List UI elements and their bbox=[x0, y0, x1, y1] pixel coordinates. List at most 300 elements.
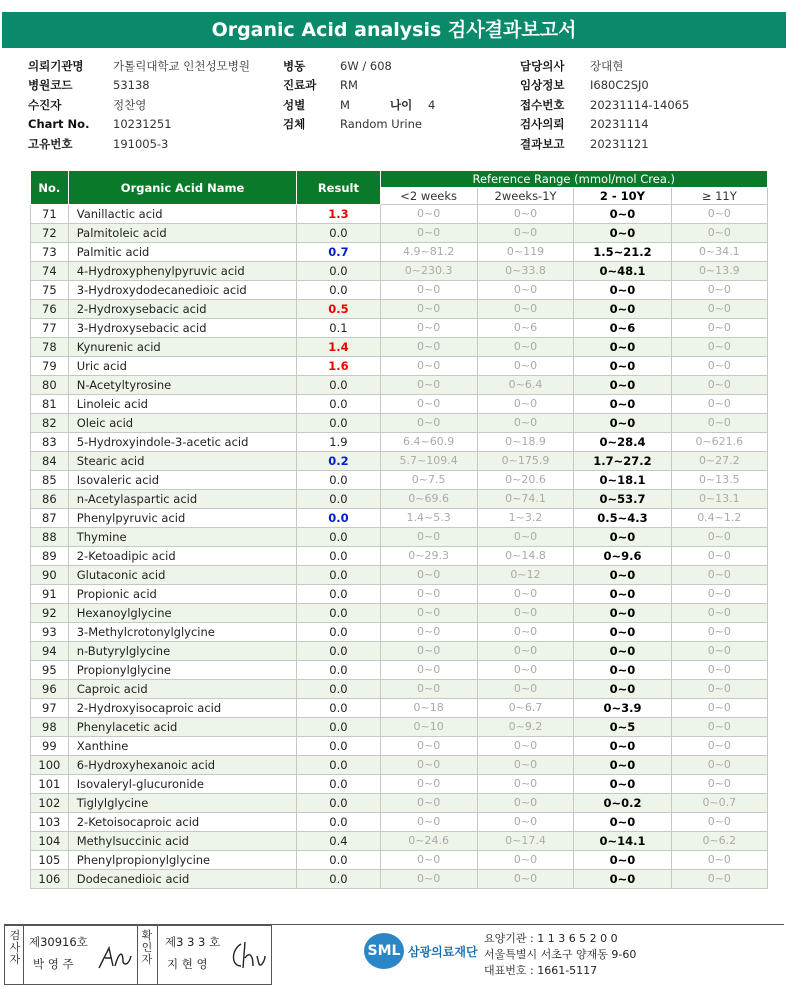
range-under-2-weeks: 0~0 bbox=[380, 395, 477, 414]
range-2-10y: 0~48.1 bbox=[574, 262, 671, 281]
range-2weeks-1y: 0~6.7 bbox=[477, 699, 574, 718]
row-number: 76 bbox=[31, 300, 69, 319]
range-11y-plus: 0~0 bbox=[671, 851, 767, 870]
label-chart-no: Chart No. bbox=[28, 117, 90, 132]
row-number: 106 bbox=[31, 870, 69, 889]
range-11y-plus: 0~0 bbox=[671, 642, 767, 661]
table-row bbox=[31, 300, 768, 319]
range-11y-plus: 0~6.2 bbox=[671, 832, 767, 851]
row-number: 96 bbox=[31, 680, 69, 699]
range-under-2-weeks: 0~0 bbox=[380, 205, 477, 224]
range-2-10y: 0~0 bbox=[574, 870, 671, 889]
label-department: 진료과 bbox=[283, 78, 317, 93]
range-2-10y: 0~0 bbox=[574, 338, 671, 357]
range-2-10y: 0~9.6 bbox=[574, 547, 671, 566]
row-number: 92 bbox=[31, 604, 69, 623]
range-under-2-weeks: 6.4~60.9 bbox=[380, 433, 477, 452]
range-under-2-weeks: 0~0 bbox=[380, 604, 477, 623]
table-row bbox=[31, 547, 768, 566]
range-11y-plus: 0~0 bbox=[671, 319, 767, 338]
table-row bbox=[31, 452, 768, 471]
row-number: 82 bbox=[31, 414, 69, 433]
acid-name: Thymine bbox=[68, 528, 297, 547]
table-row bbox=[31, 528, 768, 547]
acid-name: 3-Methylcrotonylglycine bbox=[68, 623, 297, 642]
range-11y-plus: 0~0 bbox=[671, 414, 767, 433]
result-value: 0.0 bbox=[297, 471, 380, 490]
row-number: 93 bbox=[31, 623, 69, 642]
row-number: 84 bbox=[31, 452, 69, 471]
range-under-2-weeks: 0~0 bbox=[380, 623, 477, 642]
range-2weeks-1y: 0~6.4 bbox=[477, 376, 574, 395]
info-row-3 bbox=[28, 95, 768, 115]
range-11y-plus: 0.4~1.2 bbox=[671, 509, 767, 528]
acid-name: Stearic acid bbox=[68, 452, 297, 471]
value-unique-no: 191005-3 bbox=[113, 136, 169, 151]
range-11y-plus: 0~0 bbox=[671, 756, 767, 775]
table-row bbox=[31, 376, 768, 395]
range-2-10y: 0~0 bbox=[574, 414, 671, 433]
table-row bbox=[31, 338, 768, 357]
range-under-2-weeks: 0~0 bbox=[380, 794, 477, 813]
acid-name: 2-Hydroxysebacic acid bbox=[68, 300, 297, 319]
range-11y-plus: 0~0 bbox=[671, 870, 767, 889]
confirmer-signature bbox=[227, 940, 267, 972]
range-under-2-weeks: 0~0 bbox=[380, 813, 477, 832]
range-2weeks-1y: 0~119 bbox=[477, 243, 574, 262]
value-requesting-institution: 가톨릭대학교 인천성모병원 bbox=[113, 58, 250, 73]
acid-name: Palmitic acid bbox=[68, 243, 297, 262]
range-11y-plus: 0~0 bbox=[671, 604, 767, 623]
signature-box bbox=[4, 925, 272, 985]
range-under-2-weeks: 0~0 bbox=[380, 414, 477, 433]
range-11y-plus: 0~0 bbox=[671, 357, 767, 376]
header-range-2-10y: 2 - 10Y bbox=[574, 188, 671, 205]
range-under-2-weeks: 0~0 bbox=[380, 775, 477, 794]
result-value: 0.1 bbox=[297, 319, 380, 338]
range-11y-plus: 0~0 bbox=[671, 395, 767, 414]
range-under-2-weeks: 0~0 bbox=[380, 661, 477, 680]
header-reference-range: Reference Range (mmol/mol Crea.) bbox=[380, 171, 768, 188]
range-2-10y: 1.7~27.2 bbox=[574, 452, 671, 471]
range-11y-plus: 0~0 bbox=[671, 775, 767, 794]
value-age: 4 bbox=[428, 97, 436, 112]
organization-name: 삼광의료재단 bbox=[408, 944, 478, 959]
table-row bbox=[31, 224, 768, 243]
range-11y-plus: 0~13.1 bbox=[671, 490, 767, 509]
row-number: 79 bbox=[31, 357, 69, 376]
table-row bbox=[31, 813, 768, 832]
result-value: 0.2 bbox=[297, 452, 380, 471]
table-row bbox=[31, 851, 768, 870]
value-doctor: 장대현 bbox=[590, 58, 624, 73]
acid-name: Propionic acid bbox=[68, 585, 297, 604]
acid-name: Caproic acid bbox=[68, 680, 297, 699]
range-2weeks-1y: 0~0 bbox=[477, 357, 574, 376]
row-number: 91 bbox=[31, 585, 69, 604]
range-2weeks-1y: 0~0 bbox=[477, 300, 574, 319]
range-11y-plus: 0~0 bbox=[671, 813, 767, 832]
row-number: 75 bbox=[31, 281, 69, 300]
table-row bbox=[31, 509, 768, 528]
label-unique-no: 고유번호 bbox=[28, 136, 73, 151]
range-2weeks-1y: 0~0 bbox=[477, 281, 574, 300]
footer bbox=[4, 924, 784, 987]
results-table bbox=[30, 170, 768, 889]
acid-name: Isovaleric acid bbox=[68, 471, 297, 490]
acid-name: n-Butyrylglycine bbox=[68, 642, 297, 661]
range-2-10y: 0~0 bbox=[574, 851, 671, 870]
table-row bbox=[31, 699, 768, 718]
info-row-1 bbox=[28, 56, 768, 76]
range-11y-plus: 0~13.9 bbox=[671, 262, 767, 281]
result-value: 0.0 bbox=[297, 699, 380, 718]
examiner-license: 제30916호 bbox=[29, 935, 88, 949]
result-value: 0.0 bbox=[297, 528, 380, 547]
range-2weeks-1y: 0~14.8 bbox=[477, 547, 574, 566]
range-under-2-weeks: 0~0 bbox=[380, 224, 477, 243]
result-value: 0.0 bbox=[297, 604, 380, 623]
result-value: 1.3 bbox=[297, 205, 380, 224]
value-clinical-info: I680C2SJ0 bbox=[590, 78, 649, 93]
range-under-2-weeks: 0~0 bbox=[380, 528, 477, 547]
value-receipt-no: 20231114-14065 bbox=[590, 97, 690, 112]
result-value: 1.9 bbox=[297, 433, 380, 452]
label-age: 나이 bbox=[390, 97, 413, 112]
range-2-10y: 0~0 bbox=[574, 224, 671, 243]
row-number: 83 bbox=[31, 433, 69, 452]
label-request-date: 검사의뢰 bbox=[520, 117, 565, 132]
table-row bbox=[31, 566, 768, 585]
range-11y-plus: 0~0 bbox=[671, 623, 767, 642]
confirmer-label: 확인자 bbox=[141, 929, 153, 966]
range-under-2-weeks: 0~0 bbox=[380, 756, 477, 775]
acid-name: Methylsuccinic acid bbox=[68, 832, 297, 851]
table-row bbox=[31, 319, 768, 338]
range-2weeks-1y: 0~20.6 bbox=[477, 471, 574, 490]
result-value: 0.0 bbox=[297, 490, 380, 509]
range-2-10y: 0~53.7 bbox=[574, 490, 671, 509]
range-2-10y: 0~0 bbox=[574, 604, 671, 623]
range-11y-plus: 0~0 bbox=[671, 205, 767, 224]
range-2-10y: 0~0 bbox=[574, 395, 671, 414]
acid-name: n-Acetylaspartic acid bbox=[68, 490, 297, 509]
value-sex: M bbox=[340, 97, 350, 112]
result-value: 0.0 bbox=[297, 566, 380, 585]
range-2-10y: 0~0 bbox=[574, 281, 671, 300]
range-11y-plus: 0~0 bbox=[671, 547, 767, 566]
row-number: 100 bbox=[31, 756, 69, 775]
range-under-2-weeks: 0~0 bbox=[380, 281, 477, 300]
acid-name: Tiglylglycine bbox=[68, 794, 297, 813]
range-11y-plus: 0~621.6 bbox=[671, 433, 767, 452]
examiner-name: 박 영 주 bbox=[33, 957, 74, 971]
result-value: 0.0 bbox=[297, 661, 380, 680]
acid-name: N-Acetyltyrosine bbox=[68, 376, 297, 395]
result-value: 0.7 bbox=[297, 243, 380, 262]
examiner-label: 검사자 bbox=[9, 929, 21, 966]
acid-name: 2-Hydroxyisocaproic acid bbox=[68, 699, 297, 718]
row-number: 80 bbox=[31, 376, 69, 395]
range-2-10y: 0~18.1 bbox=[574, 471, 671, 490]
range-2-10y: 0~0 bbox=[574, 661, 671, 680]
range-2weeks-1y: 0~0 bbox=[477, 756, 574, 775]
range-2weeks-1y: 0~0 bbox=[477, 737, 574, 756]
sml-logo bbox=[364, 933, 478, 969]
table-row bbox=[31, 414, 768, 433]
row-number: 103 bbox=[31, 813, 69, 832]
label-requesting-institution: 의뢰기관명 bbox=[28, 58, 84, 73]
value-request-date: 20231114 bbox=[590, 117, 649, 132]
acid-name: Oleic acid bbox=[68, 414, 297, 433]
row-number: 94 bbox=[31, 642, 69, 661]
range-2weeks-1y: 0~0 bbox=[477, 205, 574, 224]
header-range-11y-plus: ≥ 11Y bbox=[671, 188, 767, 205]
range-under-2-weeks: 0~0 bbox=[380, 680, 477, 699]
row-number: 87 bbox=[31, 509, 69, 528]
row-number: 90 bbox=[31, 566, 69, 585]
acid-name: 5-Hydroxyindole-3-acetic acid bbox=[68, 433, 297, 452]
row-number: 105 bbox=[31, 851, 69, 870]
acid-name: Phenylacetic acid bbox=[68, 718, 297, 737]
range-2weeks-1y: 0~0 bbox=[477, 851, 574, 870]
result-value: 0.0 bbox=[297, 376, 380, 395]
range-2-10y: 0~0 bbox=[574, 623, 671, 642]
examiner-signature bbox=[97, 944, 133, 972]
result-value: 0.0 bbox=[297, 585, 380, 604]
range-2weeks-1y: 0~0 bbox=[477, 224, 574, 243]
info-row-4 bbox=[28, 115, 768, 135]
range-under-2-weeks: 0~24.6 bbox=[380, 832, 477, 851]
range-under-2-weeks: 0~29.3 bbox=[380, 547, 477, 566]
value-specimen: Random Urine bbox=[340, 117, 422, 132]
result-value: 0.0 bbox=[297, 414, 380, 433]
acid-name: Xanthine bbox=[68, 737, 297, 756]
acid-name: Uric acid bbox=[68, 357, 297, 376]
acid-name: 6-Hydroxyhexanoic acid bbox=[68, 756, 297, 775]
range-2-10y: 0~0 bbox=[574, 357, 671, 376]
range-under-2-weeks: 0~0 bbox=[380, 737, 477, 756]
table-row bbox=[31, 623, 768, 642]
header-name: Organic Acid Name bbox=[68, 171, 297, 205]
table-row bbox=[31, 737, 768, 756]
table-row bbox=[31, 756, 768, 775]
range-under-2-weeks: 0~7.5 bbox=[380, 471, 477, 490]
range-under-2-weeks: 1.4~5.3 bbox=[380, 509, 477, 528]
table-row bbox=[31, 490, 768, 509]
result-value: 0.0 bbox=[297, 737, 380, 756]
row-number: 95 bbox=[31, 661, 69, 680]
address: 서울특별시 서초구 양재동 9-60 bbox=[484, 948, 637, 961]
range-2weeks-1y: 0~0 bbox=[477, 775, 574, 794]
acid-name: 2-Ketoisocaproic acid bbox=[68, 813, 297, 832]
acid-name: Palmitoleic acid bbox=[68, 224, 297, 243]
acid-name: Dodecanedioic acid bbox=[68, 870, 297, 889]
info-row-2 bbox=[28, 76, 768, 96]
range-under-2-weeks: 0~0 bbox=[380, 357, 477, 376]
range-2weeks-1y: 0~0 bbox=[477, 338, 574, 357]
range-under-2-weeks: 0~0 bbox=[380, 585, 477, 604]
range-11y-plus: 0~0.7 bbox=[671, 794, 767, 813]
result-value: 0.0 bbox=[297, 756, 380, 775]
range-11y-plus: 0~0 bbox=[671, 281, 767, 300]
range-11y-plus: 0~0 bbox=[671, 718, 767, 737]
range-2weeks-1y: 0~0 bbox=[477, 604, 574, 623]
range-2weeks-1y: 0~0 bbox=[477, 414, 574, 433]
result-value: 0.0 bbox=[297, 851, 380, 870]
result-value: 1.6 bbox=[297, 357, 380, 376]
table-row bbox=[31, 395, 768, 414]
range-2-10y: 0~0 bbox=[574, 585, 671, 604]
table-row bbox=[31, 775, 768, 794]
range-2weeks-1y: 0~0 bbox=[477, 813, 574, 832]
range-2weeks-1y: 0~0 bbox=[477, 661, 574, 680]
result-value: 0.0 bbox=[297, 224, 380, 243]
row-number: 77 bbox=[31, 319, 69, 338]
row-number: 101 bbox=[31, 775, 69, 794]
range-2-10y: 0~0 bbox=[574, 300, 671, 319]
range-11y-plus: 0~0 bbox=[671, 224, 767, 243]
table-row bbox=[31, 205, 768, 224]
result-value: 0.0 bbox=[297, 775, 380, 794]
result-value: 0.0 bbox=[297, 718, 380, 737]
range-2-10y: 0~0 bbox=[574, 566, 671, 585]
row-number: 98 bbox=[31, 718, 69, 737]
table-row bbox=[31, 642, 768, 661]
range-11y-plus: 0~27.2 bbox=[671, 452, 767, 471]
result-value: 0.4 bbox=[297, 832, 380, 851]
range-11y-plus: 0~0 bbox=[671, 376, 767, 395]
range-2weeks-1y: 0~12 bbox=[477, 566, 574, 585]
range-under-2-weeks: 0~10 bbox=[380, 718, 477, 737]
range-11y-plus: 0~0 bbox=[671, 528, 767, 547]
result-value: 0.0 bbox=[297, 547, 380, 566]
label-sex: 성별 bbox=[283, 97, 306, 112]
range-2weeks-1y: 0~0 bbox=[477, 395, 574, 414]
table-row bbox=[31, 281, 768, 300]
acid-name: Phenylpyruvic acid bbox=[68, 509, 297, 528]
range-11y-plus: 0~0 bbox=[671, 661, 767, 680]
range-11y-plus: 0~13.5 bbox=[671, 471, 767, 490]
acid-name: Vanillactic acid bbox=[68, 205, 297, 224]
range-11y-plus: 0~34.1 bbox=[671, 243, 767, 262]
table-row bbox=[31, 604, 768, 623]
result-value: 0.0 bbox=[297, 794, 380, 813]
table-row bbox=[31, 794, 768, 813]
result-value: 0.0 bbox=[297, 395, 380, 414]
row-number: 86 bbox=[31, 490, 69, 509]
range-under-2-weeks: 0~0 bbox=[380, 319, 477, 338]
row-number: 78 bbox=[31, 338, 69, 357]
table-row bbox=[31, 680, 768, 699]
result-value: 0.0 bbox=[297, 813, 380, 832]
row-number: 72 bbox=[31, 224, 69, 243]
range-2weeks-1y: 0~0 bbox=[477, 680, 574, 699]
result-value: 1.4 bbox=[297, 338, 380, 357]
row-number: 71 bbox=[31, 205, 69, 224]
range-under-2-weeks: 0~230.3 bbox=[380, 262, 477, 281]
acid-name: 3-Hydroxydodecanedioic acid bbox=[68, 281, 297, 300]
range-2weeks-1y: 0~74.1 bbox=[477, 490, 574, 509]
range-under-2-weeks: 4.9~81.2 bbox=[380, 243, 477, 262]
row-number: 73 bbox=[31, 243, 69, 262]
result-value: 0.0 bbox=[297, 642, 380, 661]
table-row bbox=[31, 718, 768, 737]
row-number: 102 bbox=[31, 794, 69, 813]
acid-name: 2-Ketoadipic acid bbox=[68, 547, 297, 566]
range-2-10y: 0~0 bbox=[574, 642, 671, 661]
range-2weeks-1y: 0~0 bbox=[477, 794, 574, 813]
range-2-10y: 1.5~21.2 bbox=[574, 243, 671, 262]
table-row bbox=[31, 870, 768, 889]
phone-number: 대표번호 : 1661-5117 bbox=[484, 964, 598, 977]
value-report-date: 20231121 bbox=[590, 136, 649, 151]
range-2-10y: 0~0 bbox=[574, 528, 671, 547]
range-2weeks-1y: 0~0 bbox=[477, 528, 574, 547]
label-hospital-code: 병원코드 bbox=[28, 78, 73, 93]
label-ward: 병동 bbox=[283, 58, 306, 73]
table-row bbox=[31, 585, 768, 604]
value-hospital-code: 53138 bbox=[113, 78, 150, 93]
info-row-5 bbox=[28, 134, 768, 154]
range-2-10y: 0~28.4 bbox=[574, 433, 671, 452]
range-2-10y: 0~6 bbox=[574, 319, 671, 338]
label-clinical-info: 임상정보 bbox=[520, 78, 565, 93]
range-2-10y: 0~0 bbox=[574, 756, 671, 775]
result-value: 0.5 bbox=[297, 300, 380, 319]
header-result: Result bbox=[297, 171, 380, 205]
confirmer-name: 지 현 영 bbox=[167, 957, 208, 971]
table-row bbox=[31, 243, 768, 262]
range-2-10y: 0~0 bbox=[574, 376, 671, 395]
table-row bbox=[31, 433, 768, 452]
range-2weeks-1y: 0~18.9 bbox=[477, 433, 574, 452]
range-under-2-weeks: 0~0 bbox=[380, 870, 477, 889]
range-under-2-weeks: 0~69.6 bbox=[380, 490, 477, 509]
range-under-2-weeks: 0~0 bbox=[380, 642, 477, 661]
range-2-10y: 0.5~4.3 bbox=[574, 509, 671, 528]
range-11y-plus: 0~0 bbox=[671, 338, 767, 357]
report-title: Organic Acid analysis 검사결과보고서 bbox=[2, 12, 786, 48]
acid-name: Linoleic acid bbox=[68, 395, 297, 414]
range-2weeks-1y: 0~17.4 bbox=[477, 832, 574, 851]
table-row bbox=[31, 832, 768, 851]
range-2-10y: 0~0 bbox=[574, 737, 671, 756]
result-value: 0.0 bbox=[297, 623, 380, 642]
sml-logo-mark: SML bbox=[364, 933, 404, 969]
label-doctor: 담당의사 bbox=[520, 58, 565, 73]
value-ward: 6W / 608 bbox=[340, 58, 392, 73]
confirmer-license: 제3 3 3 호 bbox=[165, 935, 221, 949]
contact-info bbox=[484, 931, 636, 979]
range-11y-plus: 0~0 bbox=[671, 699, 767, 718]
header-range-2weeks-1y: 2weeks-1Y bbox=[477, 188, 574, 205]
result-value: 0.0 bbox=[297, 509, 380, 528]
label-receipt-no: 접수번호 bbox=[520, 97, 565, 112]
range-2-10y: 0~0 bbox=[574, 775, 671, 794]
results-body bbox=[31, 205, 768, 889]
acid-name: Isovaleryl-glucuronide bbox=[68, 775, 297, 794]
row-number: 85 bbox=[31, 471, 69, 490]
table-row bbox=[31, 357, 768, 376]
range-2-10y: 0~0 bbox=[574, 680, 671, 699]
header-range-under-2-weeks: <2 weeks bbox=[380, 188, 477, 205]
range-2weeks-1y: 0~33.8 bbox=[477, 262, 574, 281]
range-under-2-weeks: 5.7~109.4 bbox=[380, 452, 477, 471]
acid-name: 4-Hydroxyphenylpyruvic acid bbox=[68, 262, 297, 281]
range-under-2-weeks: 0~0 bbox=[380, 376, 477, 395]
acid-name: Kynurenic acid bbox=[68, 338, 297, 357]
